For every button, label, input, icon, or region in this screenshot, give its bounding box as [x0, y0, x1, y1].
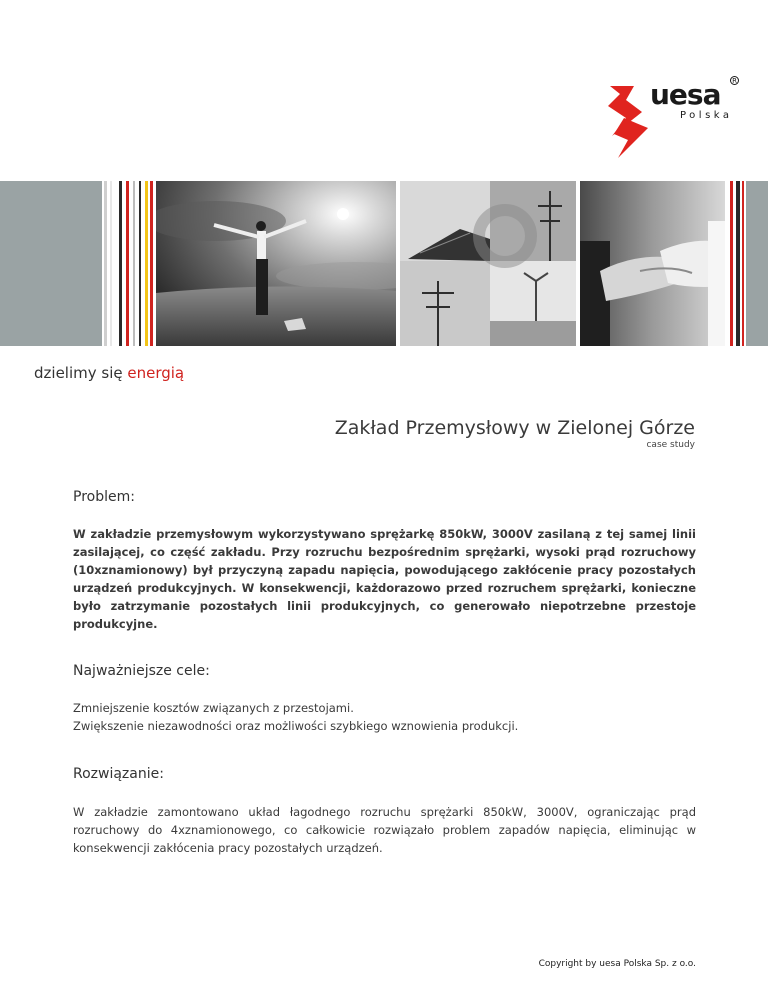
banner-grey-panel	[0, 181, 102, 346]
solution-body: W zakładzie zamontowano układ łagodnego rozruchu sprężarki 850kW, 3000V, ograniczając prąd rozruchowy do 4xznamionowego, co całkowicie rozwiązało problem zapadów napięcia, eliminując w konsekwencji zakłócenia pracy pozostałych urządzeń.	[73, 805, 696, 855]
tagline-text: dzielimy się	[34, 364, 128, 382]
banner-stripe	[119, 181, 122, 346]
banner-stripe	[104, 181, 107, 346]
logo-country-text: Polska	[680, 110, 733, 121]
banner-stripe	[145, 181, 148, 346]
banner-stripe	[126, 181, 129, 346]
copyright-text: Copyright by uesa Polska Sp. z o.o.	[538, 959, 696, 969]
tagline-accent: energią	[127, 364, 185, 382]
document-subtitle: case study	[646, 440, 695, 450]
banner-stripe	[730, 181, 733, 346]
banner-stripe	[746, 181, 768, 346]
registered-mark: R	[730, 76, 739, 85]
problem-body: W zakładzie przemysłowym wykorzystywano sprężarkę 850kW, 3000V zasilaną z tej samej linii zasilającej, co część zakładu. Przy rozruchu bezpośrednim sprężarki, wysoki prąd rozruchowy (10xznamionowy) był przyczyną zapadu napięcia, powodującego zakłócenie pracy pozostałych urządzeń produkcyjnych. W konsekwencji, każdorazowo przed rozruchem sprężarki, konieczne było zatrzymanie pozostałych linii produkcyjnych, co generowało niepotrzebne przestoje produkcyjne.	[73, 527, 696, 631]
banner-stripe	[139, 181, 141, 346]
banner-stripe	[150, 181, 153, 346]
uesa-logo	[604, 76, 744, 166]
goals-line-1: Zmniejszenie kosztów związanych z przestojami.	[73, 701, 354, 715]
goals-heading: Najważniejsze cele:	[73, 663, 210, 679]
solution-heading: Rozwiązanie:	[73, 766, 164, 782]
man-arms-outstretched-in-field-photo	[156, 181, 396, 346]
uesa-arrow-icon	[604, 82, 652, 162]
problem-heading: Problem:	[73, 489, 135, 505]
energy-collage-photo	[400, 181, 576, 346]
tagline	[34, 364, 184, 382]
document-title: Zakład Przemysłowy w Zielonej Górze	[334, 417, 695, 439]
banner-stripe	[110, 181, 112, 346]
header-banner	[0, 181, 768, 346]
banner-stripe	[742, 181, 744, 346]
logo-brand-text: uesa	[650, 78, 721, 111]
banner-stripe	[736, 181, 740, 346]
goals-line-2: Zwiększenie niezawodności oraz możliwości szybkiego wznowienia produkcji.	[73, 719, 519, 733]
handshake-photo	[580, 181, 725, 346]
banner-stripe	[133, 181, 135, 346]
